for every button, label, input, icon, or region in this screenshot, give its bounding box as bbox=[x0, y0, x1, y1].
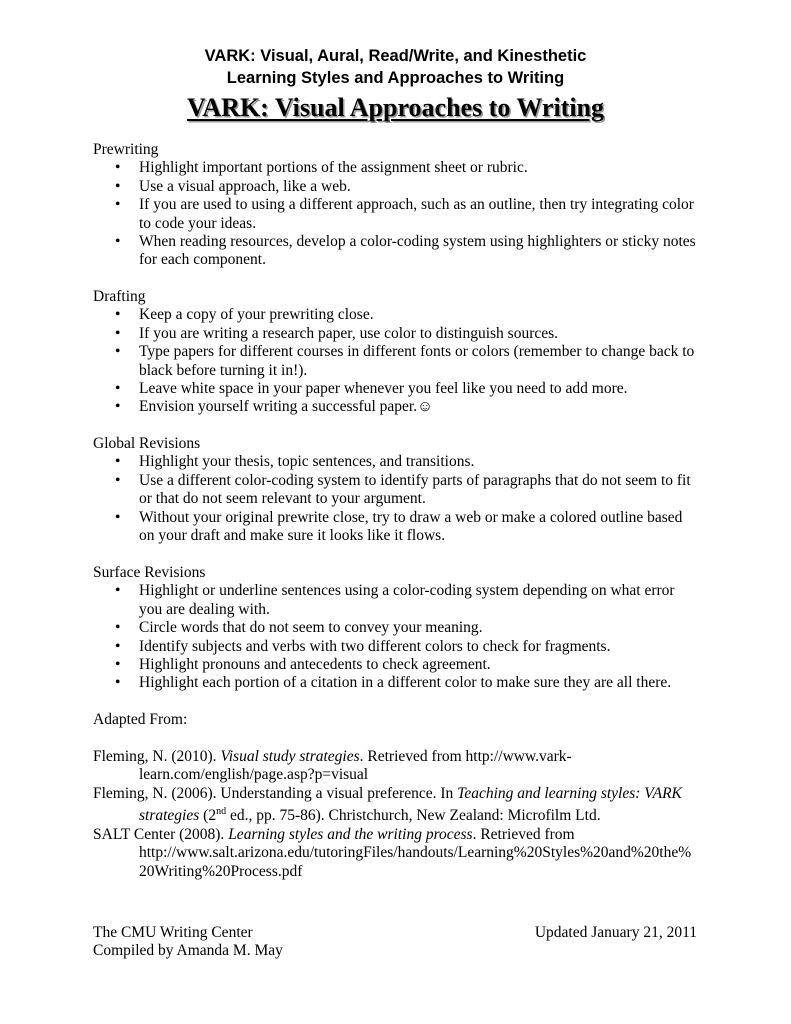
section-prewriting bbox=[93, 141, 713, 270]
list-item: • Highlight your thesis, topic sentences, and transitions. bbox=[115, 453, 475, 471]
reference-item: Fleming, N. (2006). Understanding a visual preference. In Teaching and learning styles: VARK strategies (2nd ed., pp. 75-86). Christchurch, New Zealand: Microfilm Ltd. bbox=[93, 784, 682, 825]
bullet-icon: • bbox=[115, 177, 121, 195]
section-heading: Drafting bbox=[93, 288, 146, 305]
document-header bbox=[0, 45, 791, 89]
list-item: • Type papers for different courses in different fonts or colors (remember to change back to black before turning it in!). bbox=[115, 343, 695, 379]
footer-credits bbox=[93, 924, 283, 961]
list-item: • Identify subjects and verbs with two different colors to check for fragments. bbox=[115, 637, 611, 655]
list-item: • If you are writing a research paper, use color to distinguish sources. bbox=[115, 324, 559, 342]
list-item: • Envision yourself writing a successful paper.☺ bbox=[115, 398, 433, 416]
section-drafting bbox=[93, 288, 713, 417]
adapted-from-label: Adapted From: bbox=[93, 711, 188, 728]
list-item: • Leave white space in your paper whenever you feel like you need to add more. bbox=[115, 380, 628, 398]
section-heading: Prewriting bbox=[93, 141, 159, 158]
list-item: • Highlight pronouns and antecedents to check agreement. bbox=[115, 656, 491, 674]
bullet-icon: • bbox=[115, 582, 121, 600]
bullet-icon: • bbox=[115, 508, 121, 526]
list-item: • If you are used to using a different approach, such as an outline, then try integrating color to code your ideas. bbox=[115, 196, 694, 232]
list-item: • Use a visual approach, like a web. bbox=[115, 177, 351, 195]
bullet-icon: • bbox=[115, 233, 121, 251]
bullet-icon: • bbox=[115, 656, 121, 674]
footer-compiler: Compiled by Amanda M. May bbox=[93, 942, 283, 960]
bullet-icon: • bbox=[115, 674, 121, 692]
list-item: • Without your original prewrite close, try to draw a web or make a colored outline based on your draft and make sure it looks like it flows. bbox=[115, 508, 683, 545]
bullet-list bbox=[93, 306, 713, 416]
header-line-1: VARK: Visual, Aural, Read/Write, and Kinesthetic bbox=[204, 47, 587, 65]
bullet-icon: • bbox=[115, 306, 121, 324]
footer-org: The CMU Writing Center bbox=[93, 924, 253, 941]
bullet-icon: • bbox=[115, 324, 121, 342]
list-item: • Use a different color-coding system to identify parts of paragraphs that do not seem to fit or that do not seem relevant to your argument. bbox=[115, 471, 691, 508]
bullet-icon: • bbox=[115, 380, 121, 398]
list-item: • Highlight or underline sentences using a color-coding system depending on what error you are dealing with. bbox=[115, 582, 675, 618]
section-surface-revisions bbox=[93, 564, 713, 693]
bullet-icon: • bbox=[115, 637, 121, 655]
section-heading: Surface Revisions bbox=[93, 564, 206, 581]
footer-updated: Updated January 21, 2011 bbox=[534, 924, 697, 941]
page-title: VARK: Visual Approaches to Writing bbox=[186, 93, 605, 122]
reference-item: SALT Center (2008). Learning styles and the writing process. Retrieved from http://www.salt.arizona.edu/tutoringFiles/handouts/Learning%20Styles%20and%20the% 20Writing%20Process.pdf bbox=[93, 825, 692, 880]
bullet-icon: • bbox=[115, 159, 121, 177]
bullet-icon: • bbox=[115, 619, 121, 637]
reference-list bbox=[93, 748, 713, 881]
bullet-list bbox=[93, 159, 713, 269]
bullet-icon: • bbox=[115, 343, 121, 361]
header-line-2: Learning Styles and Approaches to Writing bbox=[226, 69, 565, 87]
list-item: • Highlight each portion of a citation in a different color to make sure they are all there. bbox=[115, 674, 672, 692]
bullet-icon: • bbox=[115, 196, 121, 214]
reference-item: Fleming, N. (2010). Visual study strategies. Retrieved from http://www.vark- learn.com/english/page.asp?p=visual bbox=[93, 748, 572, 784]
list-item: • Keep a copy of your prewriting close. bbox=[115, 306, 374, 324]
bullet-icon: • bbox=[115, 453, 121, 471]
bullet-icon: • bbox=[115, 471, 121, 489]
section-heading: Global Revisions bbox=[93, 435, 201, 452]
list-item: • When reading resources, develop a color-coding system using highlighters or sticky notes for each component. bbox=[115, 233, 696, 269]
list-item: • Highlight important portions of the assignment sheet or rubric. bbox=[115, 159, 528, 177]
section-global-revisions bbox=[93, 435, 713, 545]
bullet-list bbox=[93, 582, 713, 692]
bullet-icon: • bbox=[115, 398, 121, 416]
bullet-list bbox=[93, 453, 713, 545]
list-item: • Circle words that do not seem to convey your meaning. bbox=[115, 619, 483, 637]
